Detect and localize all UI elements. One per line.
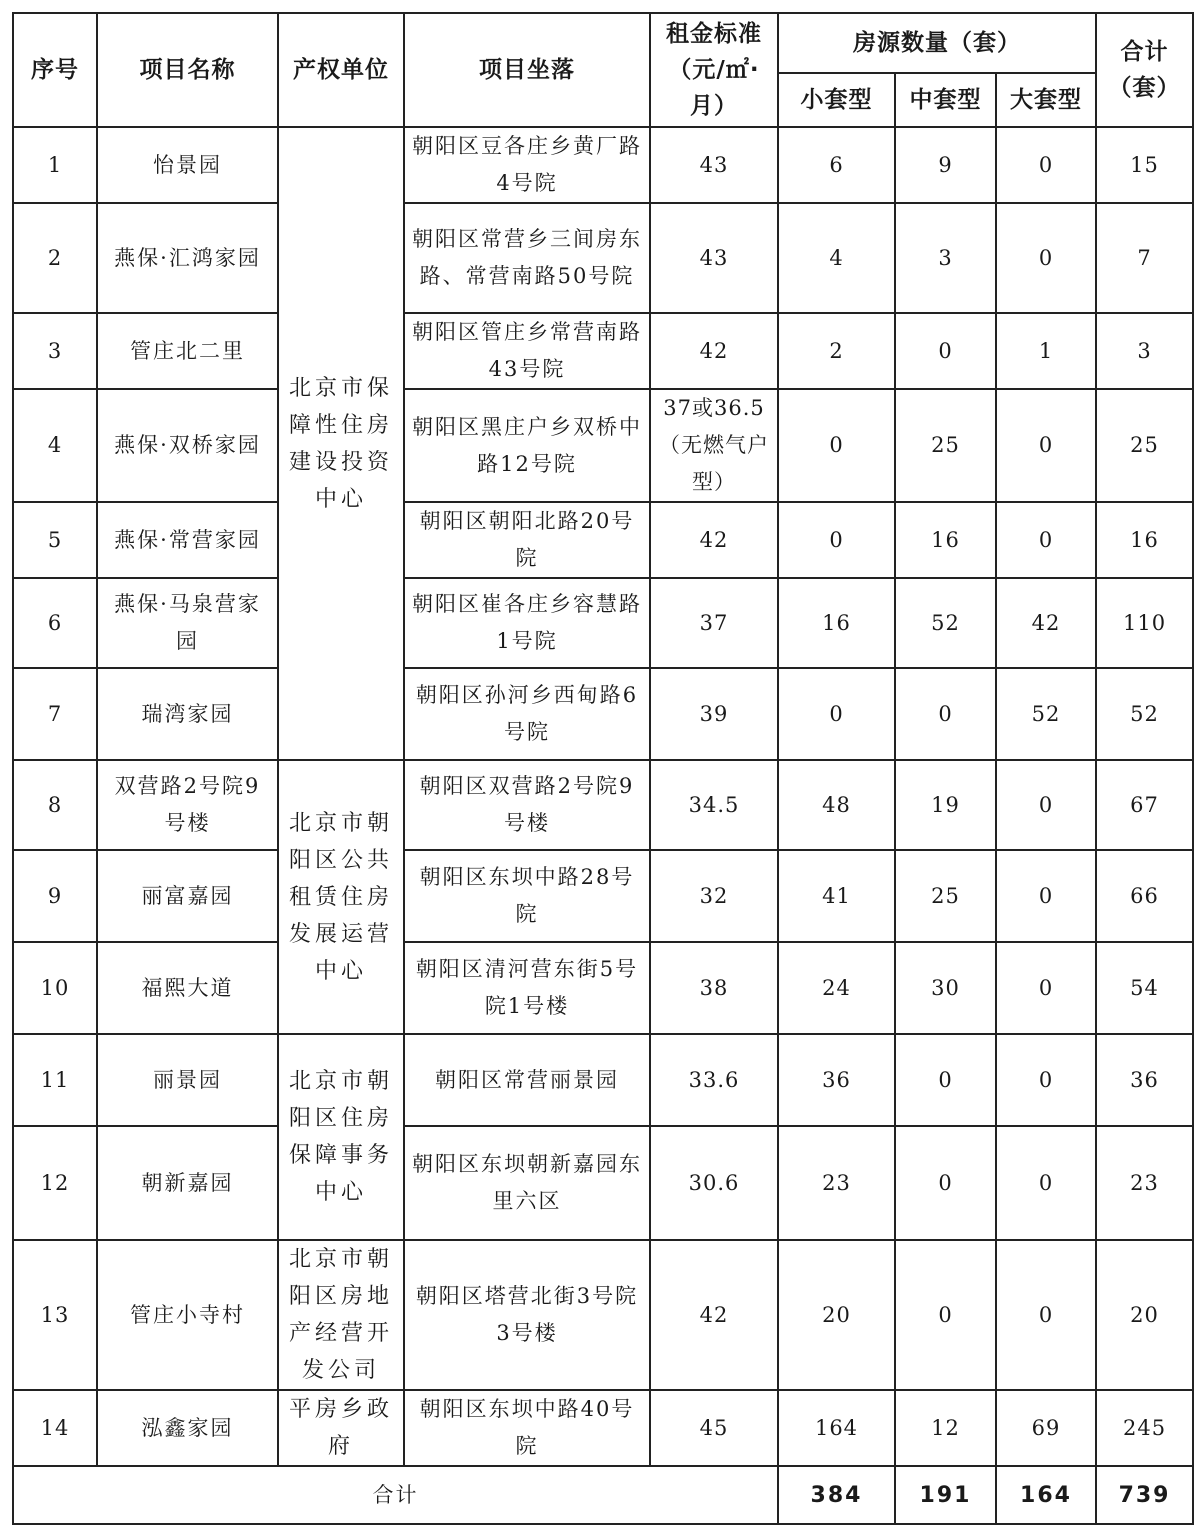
cell-medium: 0 bbox=[895, 668, 996, 760]
cell-rent: 38 bbox=[650, 942, 778, 1034]
cell-seq: 7 bbox=[13, 668, 97, 760]
cell-small: 36 bbox=[778, 1034, 895, 1126]
cell-seq: 1 bbox=[13, 127, 97, 203]
cell-seq: 8 bbox=[13, 760, 97, 850]
cell-total: 3 bbox=[1096, 313, 1193, 389]
cell-large: 0 bbox=[996, 389, 1096, 502]
cell-rent: 30.6 bbox=[650, 1126, 778, 1240]
table-row bbox=[13, 578, 1193, 668]
cell-total: 23 bbox=[1096, 1126, 1193, 1240]
cell-location: 朝阳区孙河乡西甸路6号院 bbox=[404, 668, 650, 760]
table-row bbox=[13, 1126, 1193, 1240]
table-row bbox=[13, 942, 1193, 1034]
cell-large: 0 bbox=[996, 850, 1096, 942]
cell-owner: 平房乡政府 bbox=[278, 1390, 404, 1466]
cell-seq: 10 bbox=[13, 942, 97, 1034]
cell-total: 15 bbox=[1096, 127, 1193, 203]
cell-large: 0 bbox=[996, 942, 1096, 1034]
cell-total: 66 bbox=[1096, 850, 1193, 942]
cell-large: 0 bbox=[996, 502, 1096, 578]
summary-label: 合计 bbox=[13, 1466, 778, 1524]
cell-small: 48 bbox=[778, 760, 895, 850]
cell-large: 1 bbox=[996, 313, 1096, 389]
cell-rent: 39 bbox=[650, 668, 778, 760]
cell-medium: 0 bbox=[895, 1240, 996, 1390]
cell-seq: 13 bbox=[13, 1240, 97, 1390]
table-row bbox=[13, 1240, 1193, 1390]
cell-seq: 14 bbox=[13, 1390, 97, 1466]
summary-small: 384 bbox=[778, 1466, 895, 1524]
cell-name: 丽富嘉园 bbox=[97, 850, 278, 942]
header-location: 项目坐落 bbox=[404, 13, 650, 127]
cell-large: 0 bbox=[996, 1034, 1096, 1126]
cell-medium: 3 bbox=[895, 203, 996, 313]
cell-large: 69 bbox=[996, 1390, 1096, 1466]
cell-large: 0 bbox=[996, 1126, 1096, 1240]
header-name: 项目名称 bbox=[97, 13, 278, 127]
cell-seq: 4 bbox=[13, 389, 97, 502]
cell-small: 23 bbox=[778, 1126, 895, 1240]
cell-large: 0 bbox=[996, 203, 1096, 313]
cell-seq: 9 bbox=[13, 850, 97, 942]
table-row bbox=[13, 1390, 1193, 1466]
cell-medium: 0 bbox=[895, 313, 996, 389]
cell-location: 朝阳区东坝中路28号院 bbox=[404, 850, 650, 942]
cell-rent: 37 bbox=[650, 578, 778, 668]
cell-rent: 42 bbox=[650, 1240, 778, 1390]
housing-table bbox=[12, 12, 1194, 1525]
cell-small: 0 bbox=[778, 389, 895, 502]
cell-location: 朝阳区东坝中路40号院 bbox=[404, 1390, 650, 1466]
table-row bbox=[13, 668, 1193, 760]
table-row bbox=[13, 389, 1193, 502]
cell-medium: 9 bbox=[895, 127, 996, 203]
cell-total: 110 bbox=[1096, 578, 1193, 668]
cell-location: 朝阳区朝阳北路20号院 bbox=[404, 502, 650, 578]
cell-location: 朝阳区双营路2号院9号楼 bbox=[404, 760, 650, 850]
cell-name: 燕保·马泉营家园 bbox=[97, 578, 278, 668]
cell-large: 0 bbox=[996, 127, 1096, 203]
cell-seq: 11 bbox=[13, 1034, 97, 1126]
cell-name: 燕保·双桥家园 bbox=[97, 389, 278, 502]
cell-small: 24 bbox=[778, 942, 895, 1034]
cell-total: 245 bbox=[1096, 1390, 1193, 1466]
cell-owner: 北京市朝阳区公共租赁住房发展运营中心 bbox=[278, 760, 404, 1034]
cell-large: 42 bbox=[996, 578, 1096, 668]
header-total: 合计（套） bbox=[1096, 13, 1193, 127]
cell-seq: 2 bbox=[13, 203, 97, 313]
cell-total: 16 bbox=[1096, 502, 1193, 578]
cell-name: 丽景园 bbox=[97, 1034, 278, 1126]
cell-small: 2 bbox=[778, 313, 895, 389]
cell-rent: 34.5 bbox=[650, 760, 778, 850]
cell-name: 燕保·常营家园 bbox=[97, 502, 278, 578]
cell-small: 20 bbox=[778, 1240, 895, 1390]
cell-rent: 43 bbox=[650, 203, 778, 313]
cell-name: 泓鑫家园 bbox=[97, 1390, 278, 1466]
header-seq: 序号 bbox=[13, 13, 97, 127]
table-row bbox=[13, 203, 1193, 313]
cell-name: 朝新嘉园 bbox=[97, 1126, 278, 1240]
cell-total: 20 bbox=[1096, 1240, 1193, 1390]
table-row bbox=[13, 850, 1193, 942]
cell-total: 7 bbox=[1096, 203, 1193, 313]
cell-owner: 北京市朝阳区住房保障事务中心 bbox=[278, 1034, 404, 1240]
header-medium: 中套型 bbox=[895, 73, 996, 127]
cell-name: 怡景园 bbox=[97, 127, 278, 203]
cell-medium: 16 bbox=[895, 502, 996, 578]
table-row bbox=[13, 127, 1193, 203]
cell-medium: 25 bbox=[895, 850, 996, 942]
cell-location: 朝阳区常营乡三间房东路、常营南路50号院 bbox=[404, 203, 650, 313]
cell-owner: 北京市保障性住房建设投资中心 bbox=[278, 127, 404, 760]
cell-location: 朝阳区塔营北街3号院3号楼 bbox=[404, 1240, 650, 1390]
cell-medium: 0 bbox=[895, 1034, 996, 1126]
cell-location: 朝阳区东坝朝新嘉园东里六区 bbox=[404, 1126, 650, 1240]
cell-small: 6 bbox=[778, 127, 895, 203]
cell-large: 0 bbox=[996, 1240, 1096, 1390]
cell-large: 0 bbox=[996, 760, 1096, 850]
table-row bbox=[13, 502, 1193, 578]
summary-medium: 191 bbox=[895, 1466, 996, 1524]
header-housing: 房源数量（套） bbox=[778, 13, 1096, 73]
cell-name: 瑞湾家园 bbox=[97, 668, 278, 760]
table-row bbox=[13, 1034, 1193, 1126]
cell-location: 朝阳区管庄乡常营南路43号院 bbox=[404, 313, 650, 389]
header-owner: 产权单位 bbox=[278, 13, 404, 127]
cell-location: 朝阳区豆各庄乡黄厂路4号院 bbox=[404, 127, 650, 203]
cell-name: 燕保·汇鸿家园 bbox=[97, 203, 278, 313]
cell-medium: 19 bbox=[895, 760, 996, 850]
cell-rent: 42 bbox=[650, 313, 778, 389]
header-large: 大套型 bbox=[996, 73, 1096, 127]
cell-seq: 6 bbox=[13, 578, 97, 668]
cell-owner: 北京市朝阳区房地产经营开发公司 bbox=[278, 1240, 404, 1390]
cell-small: 16 bbox=[778, 578, 895, 668]
summary-total: 739 bbox=[1096, 1466, 1193, 1524]
cell-medium: 0 bbox=[895, 1126, 996, 1240]
cell-location: 朝阳区常营丽景园 bbox=[404, 1034, 650, 1126]
cell-total: 67 bbox=[1096, 760, 1193, 850]
cell-name: 管庄小寺村 bbox=[97, 1240, 278, 1390]
cell-medium: 25 bbox=[895, 389, 996, 502]
summary-row bbox=[13, 1466, 1193, 1524]
cell-small: 41 bbox=[778, 850, 895, 942]
cell-name: 双营路2号院9号楼 bbox=[97, 760, 278, 850]
cell-large: 52 bbox=[996, 668, 1096, 760]
cell-rent: 33.6 bbox=[650, 1034, 778, 1126]
cell-seq: 12 bbox=[13, 1126, 97, 1240]
cell-small: 0 bbox=[778, 502, 895, 578]
cell-location: 朝阳区崔各庄乡容慧路1号院 bbox=[404, 578, 650, 668]
cell-total: 25 bbox=[1096, 389, 1193, 502]
cell-small: 164 bbox=[778, 1390, 895, 1466]
cell-rent: 37或36.5（无燃气户型） bbox=[650, 389, 778, 502]
cell-rent: 32 bbox=[650, 850, 778, 942]
cell-seq: 3 bbox=[13, 313, 97, 389]
cell-total: 54 bbox=[1096, 942, 1193, 1034]
summary-large: 164 bbox=[996, 1466, 1096, 1524]
table-row bbox=[13, 760, 1193, 850]
cell-location: 朝阳区黑庄户乡双桥中路12号院 bbox=[404, 389, 650, 502]
cell-seq: 5 bbox=[13, 502, 97, 578]
cell-medium: 30 bbox=[895, 942, 996, 1034]
table-row bbox=[13, 313, 1193, 389]
cell-medium: 12 bbox=[895, 1390, 996, 1466]
cell-total: 36 bbox=[1096, 1034, 1193, 1126]
cell-medium: 52 bbox=[895, 578, 996, 668]
cell-rent: 42 bbox=[650, 502, 778, 578]
cell-rent: 43 bbox=[650, 127, 778, 203]
cell-small: 4 bbox=[778, 203, 895, 313]
cell-name: 管庄北二里 bbox=[97, 313, 278, 389]
cell-rent: 45 bbox=[650, 1390, 778, 1466]
cell-total: 52 bbox=[1096, 668, 1193, 760]
cell-small: 0 bbox=[778, 668, 895, 760]
cell-location: 朝阳区清河营东街5号院1号楼 bbox=[404, 942, 650, 1034]
cell-name: 福熙大道 bbox=[97, 942, 278, 1034]
header-rent: 租金标准（元/㎡·月） bbox=[650, 13, 778, 127]
header-small: 小套型 bbox=[778, 73, 895, 127]
